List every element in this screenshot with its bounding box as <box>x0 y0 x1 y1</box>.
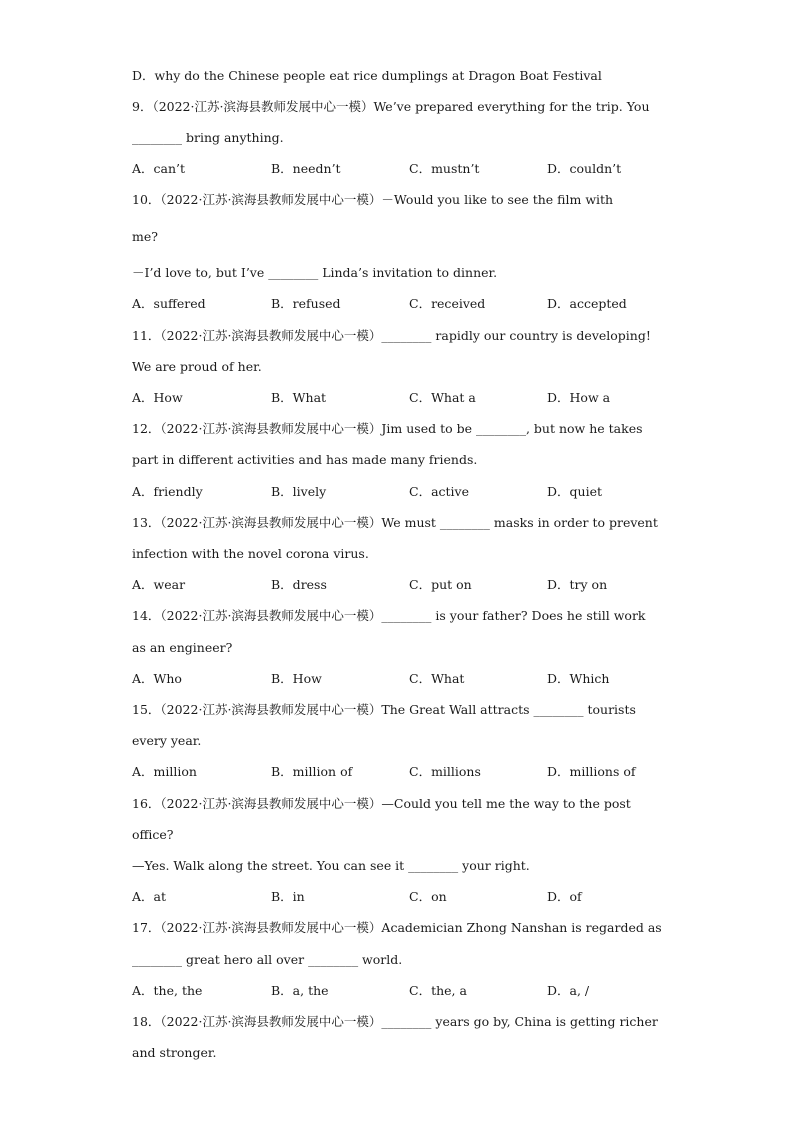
option-b: B．lively <box>271 484 327 499</box>
option-c: C．the, a <box>409 983 467 998</box>
option-c: C．What a <box>409 390 476 405</box>
option-d: D．of <box>547 889 582 904</box>
option-a: A．wear <box>132 577 186 592</box>
question-13: 13．（2022·江苏·滨海县教师发展中心一模）We must ________ masks in order to prevent <box>132 515 658 530</box>
question-18: 18．（2022·江苏·滨海县教师发展中心一模）________ years go by, China is getting richer <box>132 1014 658 1029</box>
option-d: D．accepted <box>547 296 627 311</box>
question-17: 17．（2022·江苏·滨海县教师发展中心一模）Academician Zhong Nanshan is regarded as <box>132 920 662 935</box>
question-12-cont: part in different activities and has made many friends. <box>132 452 478 467</box>
question-17-cont: ________ great hero all over ________ world. <box>132 952 403 967</box>
option-c: C．What <box>409 671 465 686</box>
option-b: B．refused <box>271 296 341 311</box>
option-c: C．received <box>409 296 486 311</box>
question-16: 16．（2022·江苏·滨海县教师发展中心一模）—Could you tell me the way to the post <box>132 796 631 811</box>
option-b: B．needn’t <box>271 161 341 176</box>
option-d: D．couldn’t <box>547 161 622 176</box>
option-a: A．Who <box>132 671 182 686</box>
question-16-reply: —Yes. Walk along the street. You can see it ________ your right. <box>132 858 530 873</box>
question-10-cont: me? <box>132 229 158 244</box>
question-14: 14．（2022·江苏·滨海县教师发展中心一模）________ is your father? Does he still work <box>132 608 646 623</box>
option-c: C．millions <box>409 764 481 779</box>
question-9-cont: ________ bring anything. <box>132 130 284 145</box>
option-d-line: D．why do the Chinese people eat rice dumplings at Dragon Boat Festival <box>132 68 602 83</box>
question-16-cont: office? <box>132 827 174 842</box>
question-11: 11．（2022·江苏·滨海县教师发展中心一模）________ rapidly our country is developing! <box>132 328 651 343</box>
option-b: B．in <box>271 889 305 904</box>
option-d: D．a, / <box>547 983 590 998</box>
question-10: 10．（2022·江苏·滨海县教师发展中心一模）－Would you like to see the film with <box>132 192 614 207</box>
option-a: A．can’t <box>132 161 186 176</box>
option-a: A．How <box>132 390 183 405</box>
question-12: 12．（2022·江苏·滨海县教师发展中心一模）Jim used to be ________, but now he takes <box>132 421 643 436</box>
option-d: D．quiet <box>547 484 602 499</box>
option-c: C．mustn’t <box>409 161 480 176</box>
option-a: A．at <box>132 889 167 904</box>
question-9: 9．（2022·江苏·滨海县教师发展中心一模）We’ve prepared everything for the trip. You <box>132 99 650 114</box>
option-b: B．dress <box>271 577 327 592</box>
option-b: B．What <box>271 390 327 405</box>
question-13-cont: infection with the novel corona virus. <box>132 546 369 561</box>
option-b: B．million of <box>271 764 353 779</box>
option-a: A．suffered <box>132 296 206 311</box>
option-d: D．millions of <box>547 764 636 779</box>
option-a: A．friendly <box>132 484 203 499</box>
question-11-cont: We are proud of her. <box>132 359 262 374</box>
option-d: D．try on <box>547 577 608 592</box>
question-18-cont: and stronger. <box>132 1045 217 1060</box>
option-a: A．million <box>132 764 197 779</box>
option-c: C．put on <box>409 577 472 592</box>
option-a: A．the, the <box>132 983 203 998</box>
question-15-cont: every year. <box>132 733 202 748</box>
option-b: B．a, the <box>271 983 329 998</box>
option-c: C．active <box>409 484 469 499</box>
option-c: C．on <box>409 889 447 904</box>
option-d: D．Which <box>547 671 610 686</box>
question-14-cont: as an engineer? <box>132 640 233 655</box>
option-b: B．How <box>271 671 322 686</box>
option-d: D．How a <box>547 390 611 405</box>
question-15: 15．（2022·江苏·滨海县教师发展中心一模）The Great Wall attracts ________ tourists <box>132 702 636 717</box>
question-10-reply: －I’d love to, but I’ve ________ Linda’s invitation to dinner. <box>132 265 498 280</box>
